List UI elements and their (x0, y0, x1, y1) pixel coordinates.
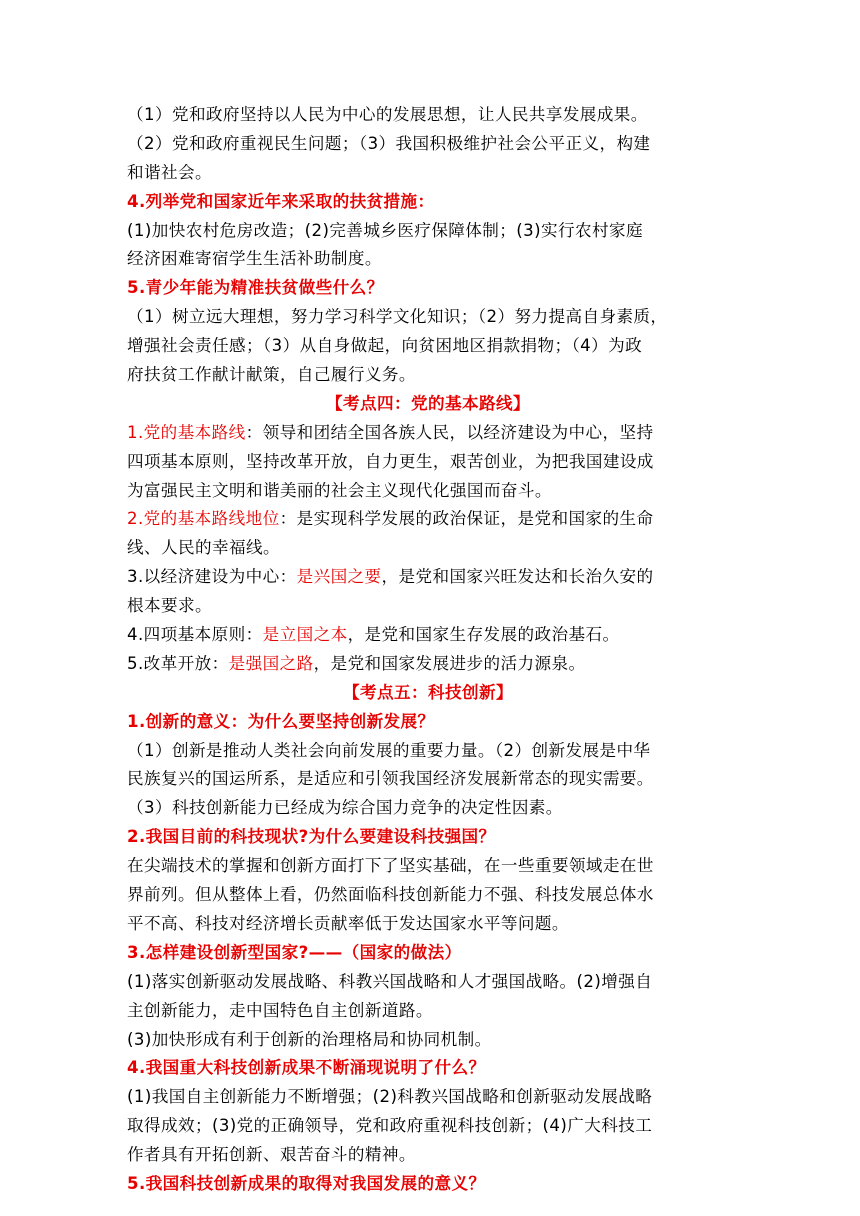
text-line (127, 188, 729, 217)
section-heading (127, 390, 729, 419)
text-line (127, 910, 729, 939)
body-text: 3.以经济建设为中心： (127, 567, 297, 587)
highlighted-text: 4.我国重大科技创新成果不断涌现说明了什么？ (127, 1058, 486, 1078)
text-line (127, 968, 729, 997)
body-text: 增强社会责任感；（3）从自身做起，向贫困地区捐款捐物；（4）为政 (127, 336, 643, 356)
text-line (127, 130, 729, 159)
text-line (127, 217, 729, 246)
text-line (127, 159, 729, 188)
highlighted-text: 是兴国之要 (296, 567, 382, 587)
body-text: (1)落实创新驱动发展战略、科教兴国战略和人才强国战略。(2)增强自 (127, 971, 653, 991)
text-line (127, 332, 729, 361)
text-line (127, 1083, 729, 1112)
body-text: （3）科技创新能力已经成为综合国力竞争的决定性因素。 (127, 798, 563, 818)
text-line (127, 1170, 729, 1199)
highlighted-text: 【考点五：科技创新】 (343, 682, 513, 702)
body-text: 为富强民主文明和谐美丽的社会主义现代化强国而奋斗。 (127, 480, 552, 500)
highlighted-text: 3.怎样建设创新型国家?——（国家的做法） (127, 942, 462, 962)
text-line (127, 505, 729, 534)
text-line (127, 274, 729, 303)
body-text: ，是党和国家发展进步的活力源泉。 (313, 653, 586, 673)
body-text: ，是党和国家兴旺发达和长治久安的 (381, 567, 654, 587)
highlighted-text: 是强国之路 (228, 653, 314, 673)
highlighted-text: 2.党的基本路线地位 (127, 509, 280, 529)
body-text: 4.四项基本原则： (127, 625, 263, 645)
highlighted-text: 2.我国目前的科技现状?为什么要建设科技强国？ (127, 827, 496, 847)
body-text: 5.改革开放： (127, 653, 229, 673)
text-line (127, 939, 729, 968)
text-line (127, 563, 729, 592)
text-line (127, 708, 729, 737)
text-line (127, 997, 729, 1026)
highlighted-text: 5.青少年能为精准扶贫做些什么？ (127, 278, 384, 298)
body-text: (1)我国自主创新能力不断增强；(2)科教兴国战略和创新驱动发展战略 (127, 1087, 653, 1107)
text-line (127, 303, 729, 332)
body-text: 作者具有开拓创新、艰苦奋斗的精神。 (127, 1145, 416, 1165)
highlighted-text: 【考点四：党的基本路线】 (326, 393, 530, 413)
body-text: （1）创新是推动人类社会向前发展的重要力量。（2）创新发展是中华 (127, 740, 651, 760)
text-line (127, 477, 729, 506)
body-text: （1）党和政府坚持以人民为中心的发展思想，让人民共享发展成果。 (127, 105, 648, 124)
body-text: ，是党和国家生存发展的政治基石。 (347, 625, 620, 645)
text-line (127, 592, 729, 621)
body-text: 在尖端技术的掌握和创新方面打下了坚实基础，在一些重要领域走在世 (127, 856, 654, 876)
text-line (127, 534, 729, 563)
text-line (127, 1026, 729, 1055)
text-line (127, 101, 729, 130)
highlighted-text: 5.我国科技创新成果的取得对我国发展的意义？ (127, 1173, 486, 1193)
text-line (127, 1112, 729, 1141)
section-heading (127, 679, 729, 708)
text-line (127, 765, 729, 794)
body-text: 主创新能力，走中国特色自主创新道路。 (127, 1000, 433, 1020)
body-text: 界前列。但从整体上看，仍然面临科技创新能力不强、科技发展总体水 (127, 885, 654, 905)
body-text: 民族复兴的国运所系，是适应和引领我国经济发展新常态的现实需要。 (127, 769, 654, 789)
text-line (127, 1054, 729, 1083)
text-line (127, 881, 729, 910)
text-line (127, 621, 729, 650)
body-text: (3)加快形成有利于创新的治理格局和协同机制。 (127, 1029, 492, 1049)
text-line (127, 361, 729, 390)
document-page (127, 101, 729, 1199)
body-text: 平不高、科技对经济增长贡献率低于发达国家水平等问题。 (127, 913, 569, 933)
body-text: 取得成效；(3)党的正确领导，党和政府重视科技创新；(4)广大科技工 (127, 1116, 653, 1136)
body-text: (1)加快农村危房改造；(2)完善城乡医疗保障体制；(3)实行农村家庭 (127, 220, 643, 240)
highlighted-text: 4.列举党和国家近年来采取的扶贫措施： (127, 191, 435, 211)
highlighted-text: 1.创新的意义：为什么要坚持创新发展？ (127, 711, 435, 731)
body-text: ：是实现科学发展的政治保证，是党和国家的生命 (279, 509, 654, 529)
body-text: 四项基本原则，坚持改革开放，自力更生，艰苦创业，为把我国建设成 (127, 451, 654, 471)
body-text: 和谐社会。 (127, 162, 212, 182)
text-line (127, 1141, 729, 1170)
body-text: 府扶贫工作献计献策，自己履行义务。 (127, 365, 416, 385)
body-text: 经济困难寄宿学生生活补助制度。 (127, 249, 382, 269)
highlighted-text: 是立国之本 (262, 625, 348, 645)
text-line (127, 823, 729, 852)
body-text: （1）树立远大理想，努力学习科学文化知识；（2）努力提高自身素质， (127, 307, 668, 327)
text-line (127, 650, 729, 679)
text-line (127, 794, 729, 823)
body-text: ：领导和团结全国各族人民，以经济建设为中心，坚持 (245, 422, 654, 442)
highlighted-text: 1.党的基本路线 (127, 422, 246, 442)
text-line (127, 245, 729, 274)
body-text: 线、人民的幸福线。 (127, 538, 280, 558)
body-text: （2）党和政府重视民生问题；（3）我国积极维护社会公平正义，构建 (127, 133, 651, 153)
text-line (127, 737, 729, 766)
text-line (127, 852, 729, 881)
text-line (127, 448, 729, 477)
text-line (127, 419, 729, 448)
body-text: 根本要求。 (127, 596, 212, 616)
